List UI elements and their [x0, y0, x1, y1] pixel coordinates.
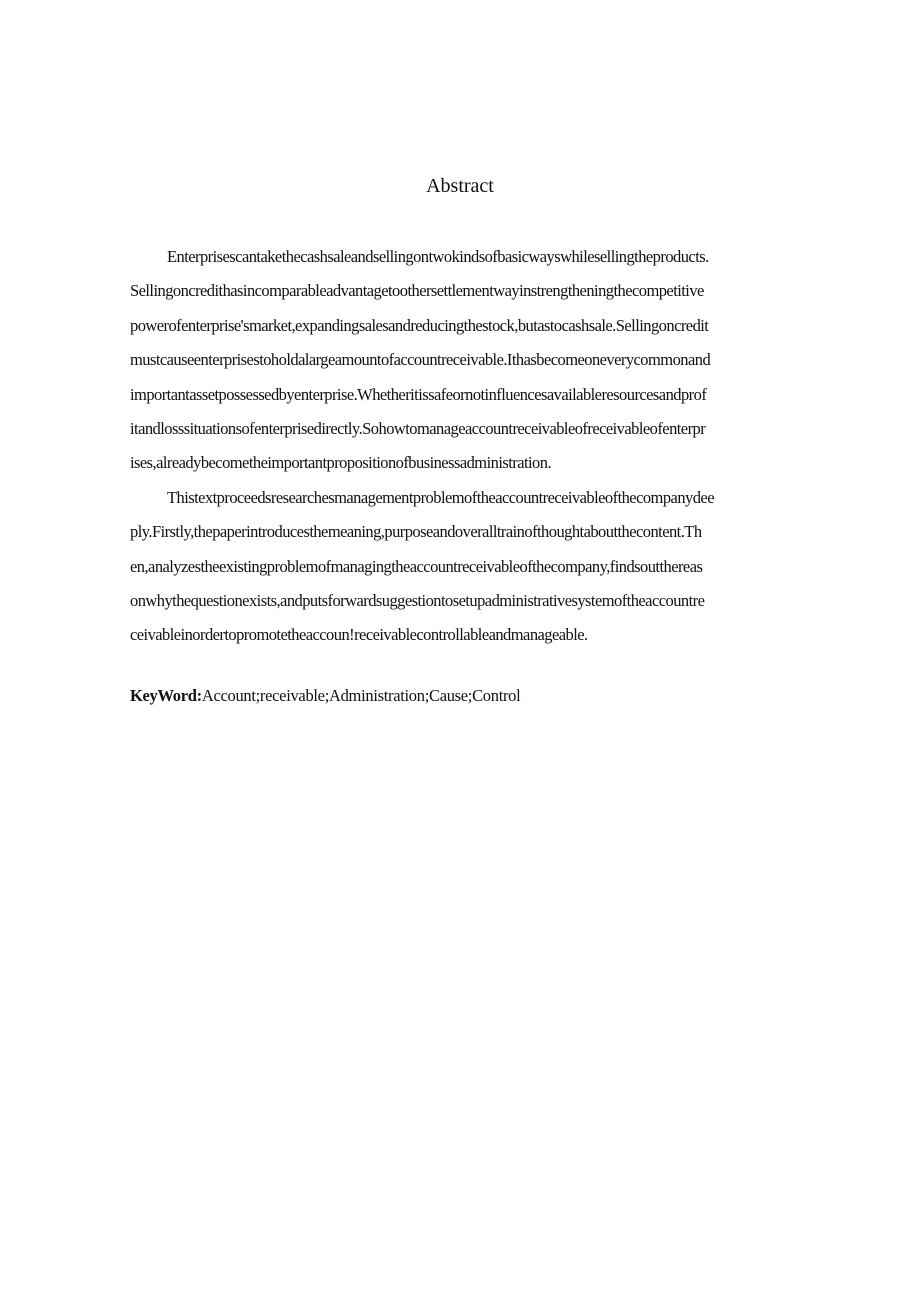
abstract-title: Abstract — [426, 175, 494, 197]
text-line: powerofenterprise'smarket,expandingsalesandreducingthestock,butastocashsale.Sellingoncredit — [130, 315, 709, 335]
text-line: ceivableinordertopromotetheaccoun!receivablecontrollableandmanageable. — [130, 625, 588, 645]
keywords-value: Account;receivable;Administration;Cause;Control — [201, 686, 521, 705]
text-line: Sellingoncredithasincomparableadvantagetoothersettlementwayinstrengtheningthecompetitive — [130, 281, 704, 301]
text-line: Thistextproceedsresearchesmanagementproblemoftheaccountreceivableofthecompanydee — [167, 487, 714, 507]
text-line: importantassetpossessedbyenterprise.Whetheritissafeornotinfluencesavailableresourcesandprof — [130, 384, 707, 404]
abstract-body — [130, 240, 838, 653]
text-line: en,analyzestheexistingproblemofmanagingtheaccountreceivableofthecompany,findsoutthereas — [130, 556, 703, 576]
keywords-label: KeyWord: — [130, 686, 202, 705]
text-line: onwhythequestionexists,andputsforwardsuggestiontosetupadministrativesystemoftheaccountre — [130, 590, 705, 610]
keywords-line — [130, 684, 520, 708]
text-line: itandlosssituationsofenterprisedirectly.Sohowtomanageaccountreceivableofreceivableofenterpr — [130, 418, 706, 438]
text-line: Enterprisescantakethecashsaleandsellingontwokindsofbasicwayswhilesellingtheproducts. — [167, 247, 709, 266]
paragraph-2 — [130, 481, 838, 653]
paragraph-1 — [130, 240, 838, 481]
text-line: ply.Firstly,thepaperintroducesthemeaning,purposeandoveralltrainofthoughtaboutthecontent.Th — [130, 522, 702, 542]
text-line: ises,alreadybecometheimportantpropositionofbusinessadministration. — [130, 453, 552, 473]
text-line: mustcauseenterprisestoholdalargeamountofaccountreceivable.Ithasbecomeoneverycommonand — [130, 350, 711, 370]
